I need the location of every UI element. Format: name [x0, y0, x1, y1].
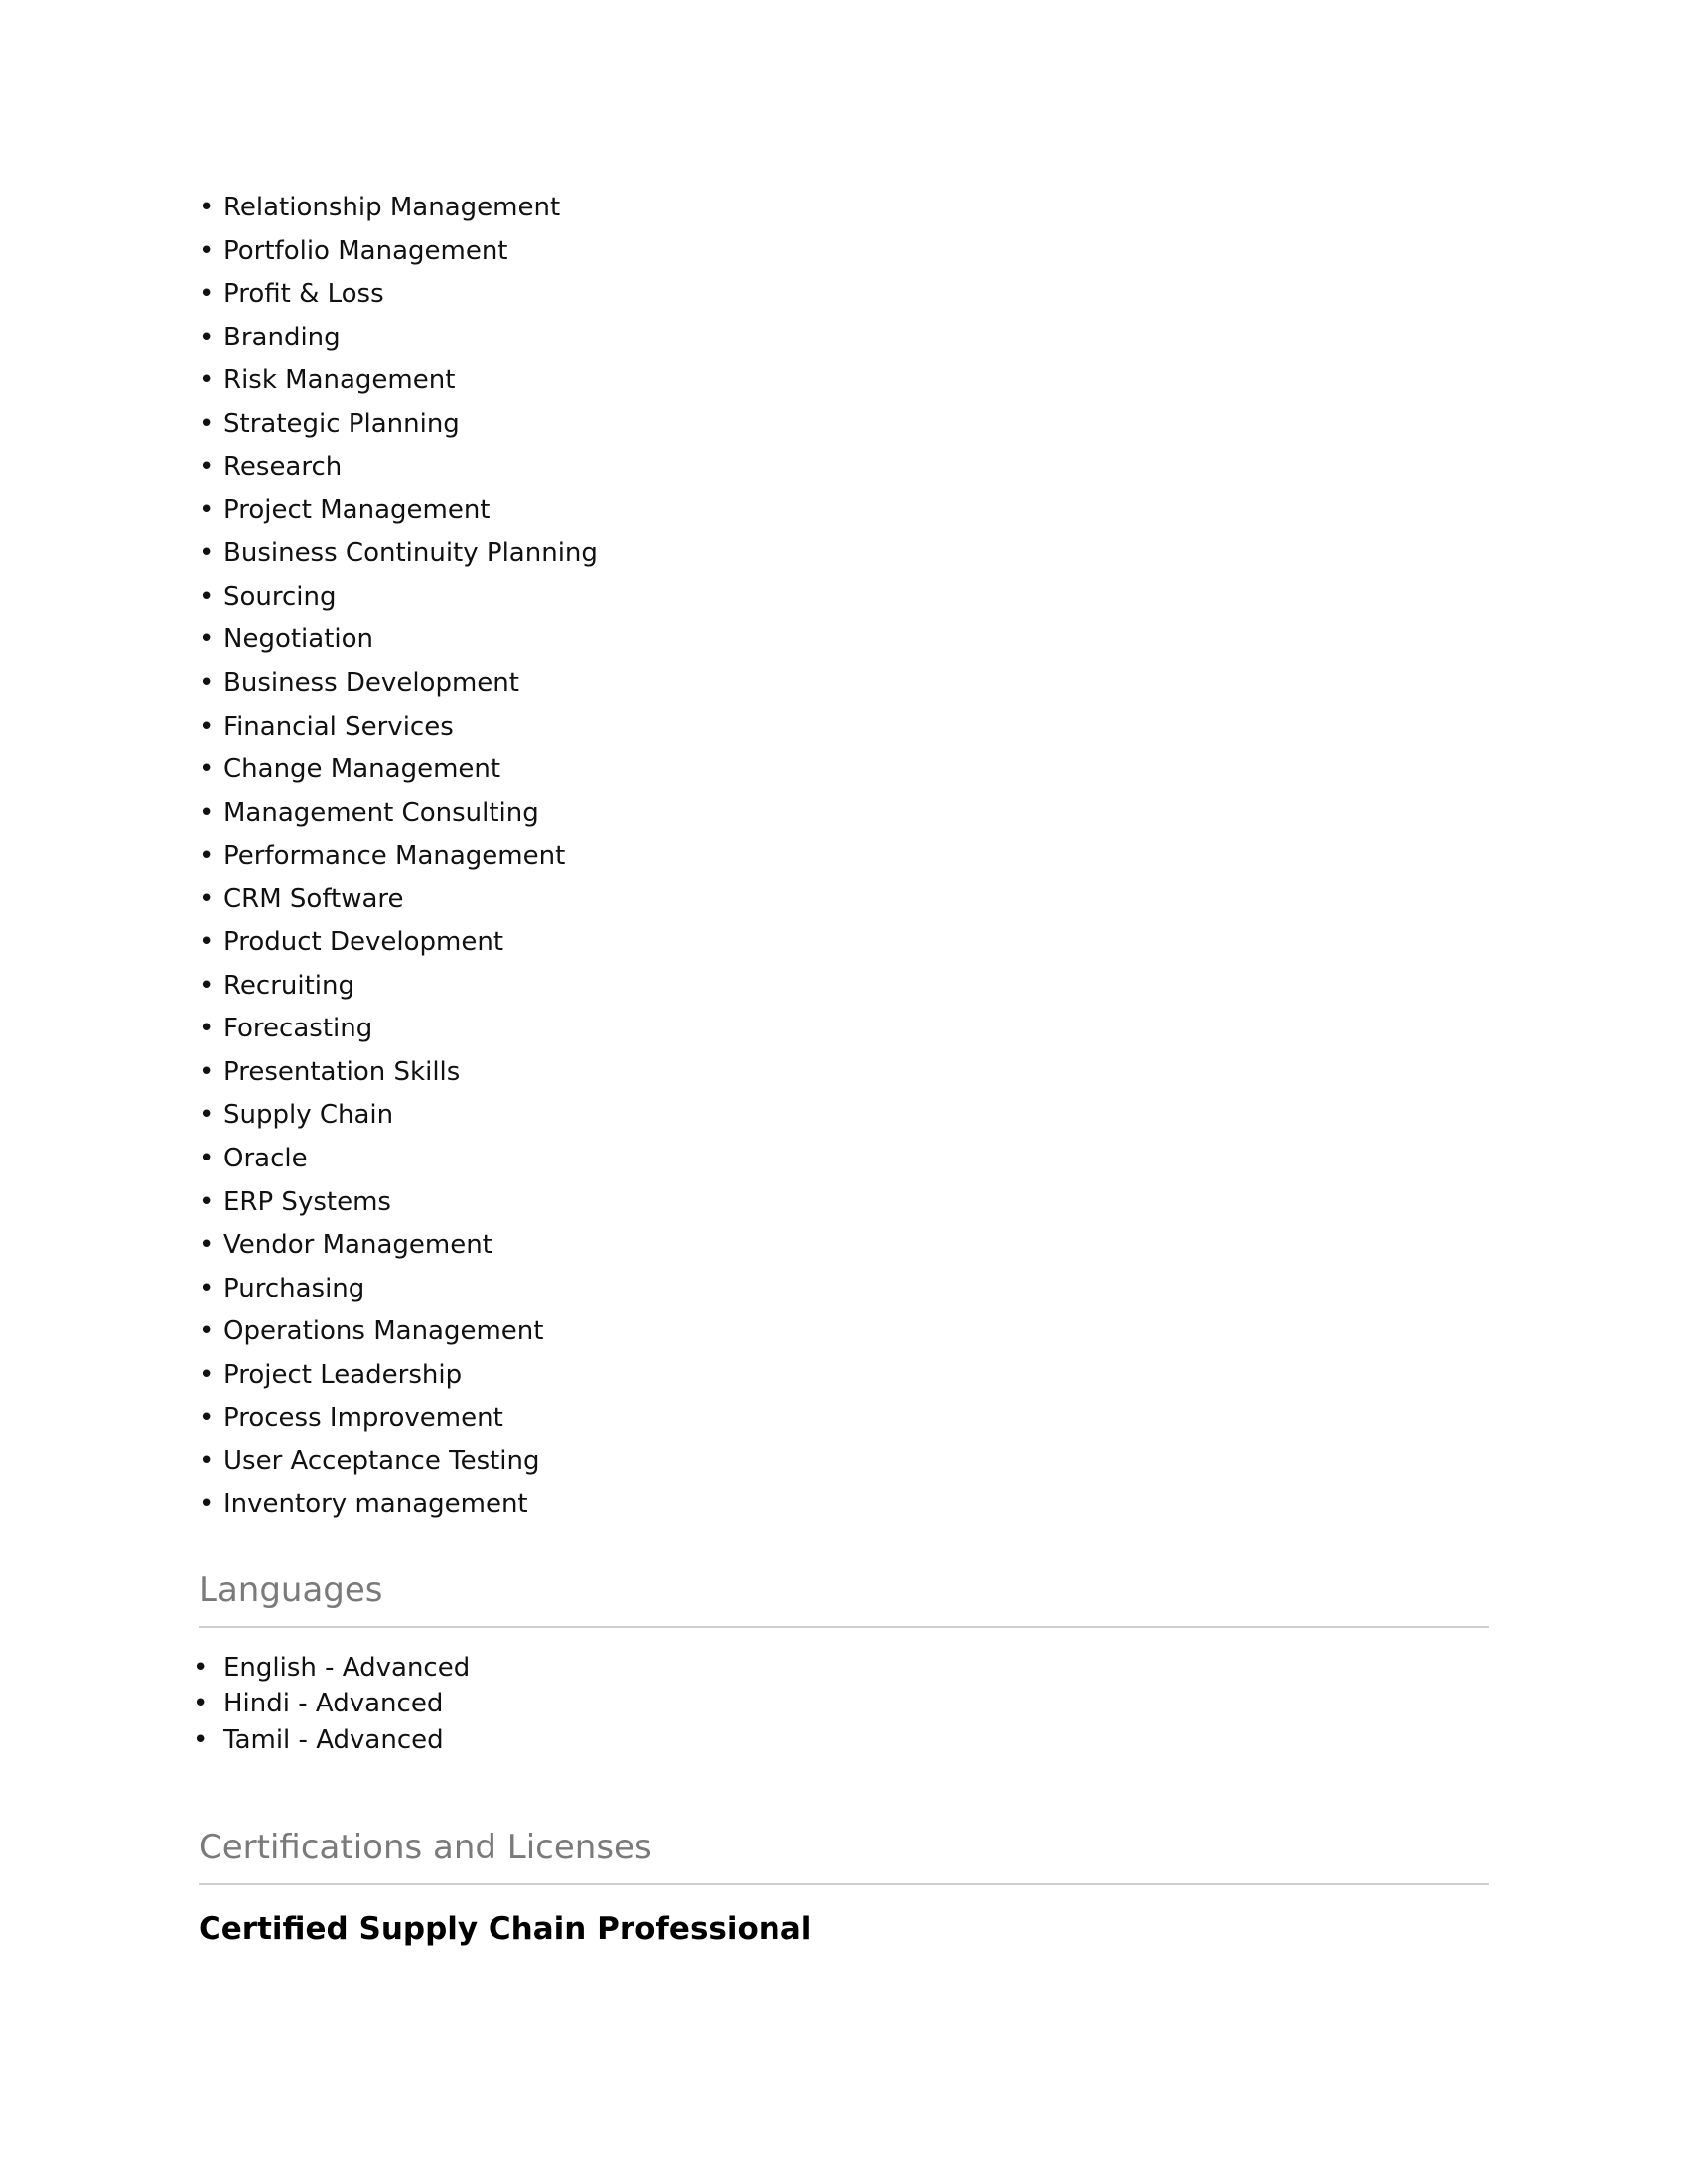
- skill-label: User Acceptance Testing: [223, 1445, 540, 1476]
- list-item: [199, 879, 1489, 922]
- bullet-icon: •: [199, 581, 214, 612]
- bullet-icon: •: [199, 538, 214, 569]
- bullet-icon: •: [199, 1230, 214, 1261]
- bullet-icon: •: [199, 1359, 214, 1390]
- bullet-icon: •: [199, 884, 214, 914]
- skill-label: Vendor Management: [223, 1230, 492, 1261]
- skill-label: Financial Services: [223, 711, 454, 742]
- skill-label: Inventory management: [223, 1489, 528, 1520]
- list-item: [193, 1722, 1489, 1759]
- list-item: [199, 1138, 1489, 1181]
- language-label: English - Advanced: [223, 1652, 471, 1683]
- bullet-icon: •: [199, 1403, 214, 1433]
- list-item: [193, 1686, 1489, 1722]
- list-item: [199, 403, 1489, 447]
- bullet-icon: •: [199, 408, 214, 439]
- language-label: Hindi - Advanced: [223, 1689, 444, 1719]
- skill-label: Change Management: [223, 754, 501, 785]
- bullet-icon: •: [199, 797, 214, 828]
- skill-label: Business Continuity Planning: [223, 538, 598, 569]
- bullet-icon: •: [199, 668, 214, 699]
- list-item: [199, 187, 1489, 230]
- list-item: [199, 1310, 1489, 1354]
- bullet-icon: •: [199, 452, 214, 482]
- bullet-icon: •: [199, 235, 214, 266]
- language-label: Tamil - Advanced: [223, 1724, 444, 1755]
- bullet-icon: •: [199, 193, 214, 222]
- skill-label: Negotiation: [223, 624, 374, 655]
- list-item: [199, 618, 1489, 662]
- section-divider: [199, 1626, 1489, 1628]
- bullet-icon: •: [199, 494, 214, 525]
- skill-label: Supply Chain: [223, 1100, 394, 1131]
- bullet-icon: •: [199, 1186, 214, 1217]
- certifications-heading: Certifications and Licenses: [199, 1828, 652, 1868]
- bullet-icon: •: [199, 1100, 214, 1131]
- list-item: [199, 1483, 1489, 1527]
- skill-label: Management Consulting: [223, 797, 539, 828]
- bullet-icon: •: [199, 711, 214, 742]
- list-item: [199, 489, 1489, 533]
- list-item: [199, 359, 1489, 403]
- certifications-section: [199, 1826, 1489, 1949]
- list-item: [199, 230, 1489, 274]
- list-item: [199, 1354, 1489, 1398]
- skill-label: Presentation Skills: [223, 1056, 461, 1087]
- list-item: [199, 532, 1489, 576]
- skill-label: Risk Management: [223, 365, 456, 396]
- list-item: [199, 1397, 1489, 1440]
- bullet-icon: •: [199, 1014, 214, 1044]
- bullet-icon: •: [199, 1144, 214, 1174]
- list-item: [199, 921, 1489, 965]
- bullet-icon: •: [199, 927, 214, 958]
- bullet-icon: •: [199, 970, 214, 1001]
- list-item: [199, 317, 1489, 360]
- bullet-icon: •: [199, 841, 214, 872]
- skill-label: Product Development: [223, 927, 504, 958]
- list-item: [199, 835, 1489, 879]
- bullet-icon: •: [199, 365, 214, 396]
- bullet-icon: •: [199, 1445, 214, 1476]
- list-item: [199, 965, 1489, 1009]
- skill-label: Relationship Management: [223, 193, 561, 222]
- list-item: [199, 749, 1489, 792]
- list-item: [199, 1094, 1489, 1138]
- bullet-icon: •: [199, 322, 214, 352]
- bullet-icon: •: [193, 1689, 209, 1719]
- bullet-icon: •: [193, 1724, 209, 1755]
- skill-label: Strategic Planning: [223, 408, 460, 439]
- bullet-icon: •: [199, 1316, 214, 1347]
- skill-label: Operations Management: [223, 1316, 544, 1347]
- skill-label: Branding: [223, 322, 341, 352]
- languages-heading: Languages: [199, 1570, 383, 1610]
- list-item: [199, 792, 1489, 836]
- skill-label: Performance Management: [223, 841, 566, 872]
- list-item: [199, 1440, 1489, 1484]
- skill-label: CRM Software: [223, 884, 404, 914]
- list-item: [199, 1268, 1489, 1311]
- languages-list: [193, 1650, 1489, 1759]
- skill-label: Business Development: [223, 668, 519, 699]
- list-item: [199, 706, 1489, 750]
- skill-label: Recruiting: [223, 970, 354, 1001]
- list-item: [199, 1051, 1489, 1095]
- skill-label: Sourcing: [223, 581, 337, 612]
- skill-label: Project Management: [223, 494, 491, 525]
- skill-label: Project Leadership: [223, 1359, 463, 1390]
- list-item: [193, 1650, 1489, 1687]
- section-divider: [199, 1883, 1489, 1885]
- bullet-icon: •: [199, 624, 214, 655]
- list-item: [199, 576, 1489, 619]
- bullet-icon: •: [199, 1489, 214, 1520]
- languages-section: [193, 1569, 1489, 1759]
- skills-list: [199, 187, 1489, 1527]
- list-item: [199, 273, 1489, 317]
- bullet-icon: •: [199, 1273, 214, 1303]
- skill-label: Forecasting: [223, 1014, 373, 1044]
- list-item: [199, 1224, 1489, 1268]
- resume-page: [193, 187, 1489, 1949]
- skill-label: Purchasing: [223, 1273, 365, 1303]
- certification-title: Certified Supply Chain Professional: [199, 1911, 812, 1948]
- skill-label: ERP Systems: [223, 1186, 391, 1217]
- list-item: [199, 446, 1489, 489]
- skill-label: Profit & Loss: [223, 279, 384, 310]
- skill-label: Oracle: [223, 1144, 308, 1174]
- list-item: [199, 662, 1489, 706]
- bullet-icon: •: [193, 1652, 209, 1683]
- bullet-icon: •: [199, 279, 214, 310]
- list-item: [199, 1181, 1489, 1225]
- list-item: [199, 1008, 1489, 1051]
- skill-label: Research: [223, 452, 343, 482]
- skill-label: Process Improvement: [223, 1403, 503, 1433]
- skill-label: Portfolio Management: [223, 235, 508, 266]
- bullet-icon: •: [199, 754, 214, 785]
- bullet-icon: •: [199, 1056, 214, 1087]
